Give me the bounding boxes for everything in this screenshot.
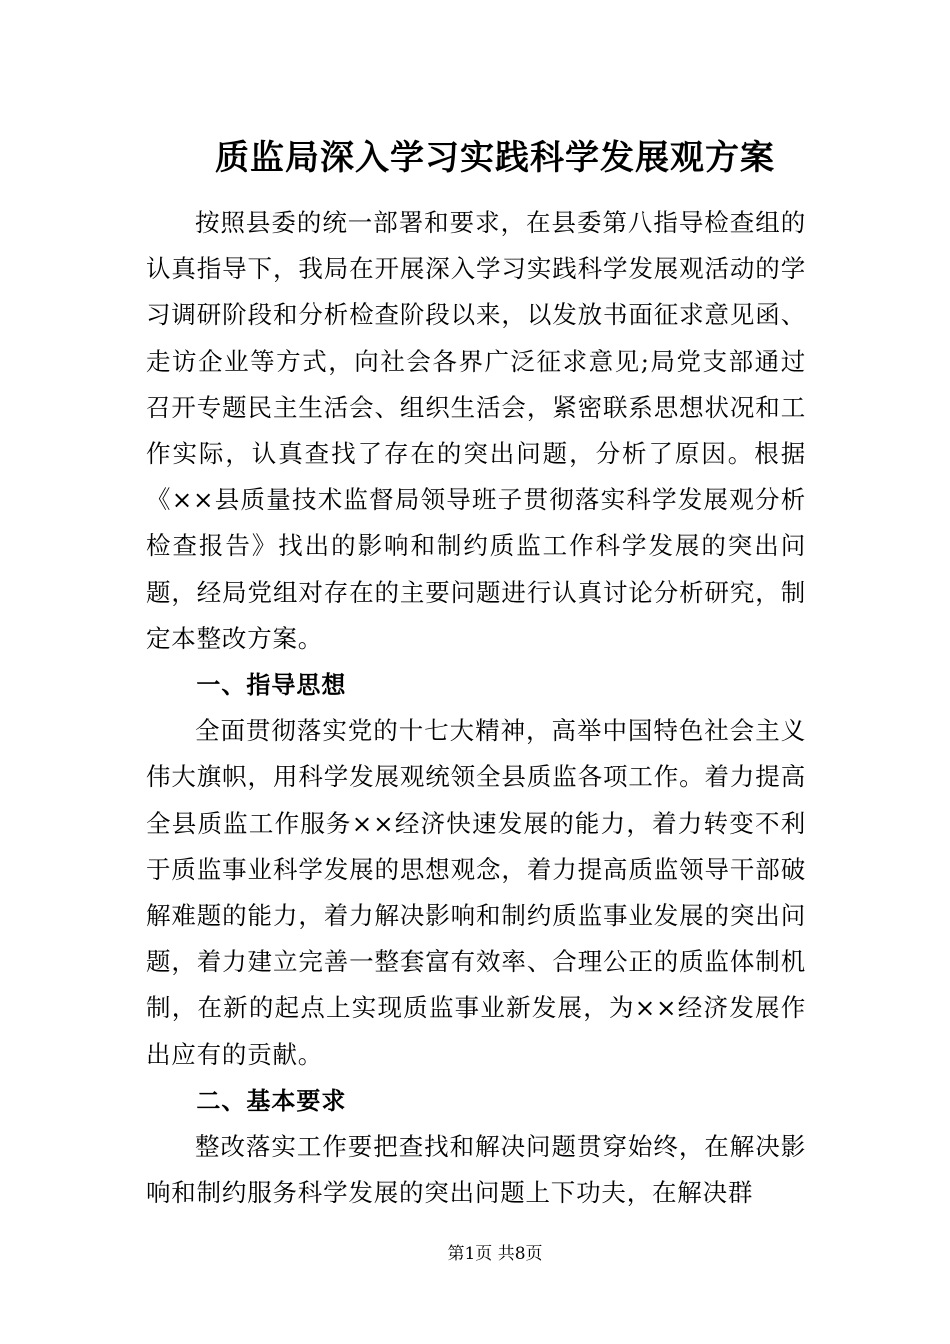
document-body — [146, 200, 806, 1216]
page-title: 质监局深入学习实践科学发展观方案 — [215, 138, 775, 178]
section-paragraph-basic-requirements: 整改落实工作要把查找和解决问题贯穿始终，在解决影响和制约服务科学发展的突出问题上下功夫，在解决群 — [146, 1132, 806, 1208]
page-number-footer: 第1页 共8页 — [447, 1244, 543, 1264]
section-heading-guiding-ideology: 一、指导思想 — [196, 671, 347, 700]
section-paragraph-guiding-ideology: 全面贯彻落实党的十七大精神，高举中国特色社会主义伟大旗帜，用科学发展观统领全县质监各项工作。着力提高全县质监工作服务××经济快速发展的能力，着力转变不利于质监事业科学发展的思想观念，着力提高质监领导干部破解难题的能力，着力解决影响和制约质监事业发展的突出问题，着力建立完善一整套富有效率、合理公正的质监体制机制，在新的起点上实现质监事业新发展，为××经济发展作出应有的贡献。 — [146, 716, 806, 1069]
section-heading-basic-requirements: 二、基本要求 — [196, 1086, 347, 1115]
intro-paragraph: 按照县委的统一部署和要求，在县委第八指导检查组的认真指导下，我局在开展深入学习实践科学发展观活动的学习调研阶段和分析检查阶段以来，以发放书面征求意见函、走访企业等方式，向社会各界广泛征求意见;局党支部通过召开专题民主生活会、组织生活会，紧密联系思想状况和工作实际，认真查找了存在的突出问题，分析了原因。根据《××县质量技术监督局领导班子贯彻落实科学发展观分析检查报告》找出的影响和制约质监工作科学发展的突出问题，经局党组对存在的主要问题进行认真讨论分析研究，制定本整改方案。 — [146, 208, 806, 653]
